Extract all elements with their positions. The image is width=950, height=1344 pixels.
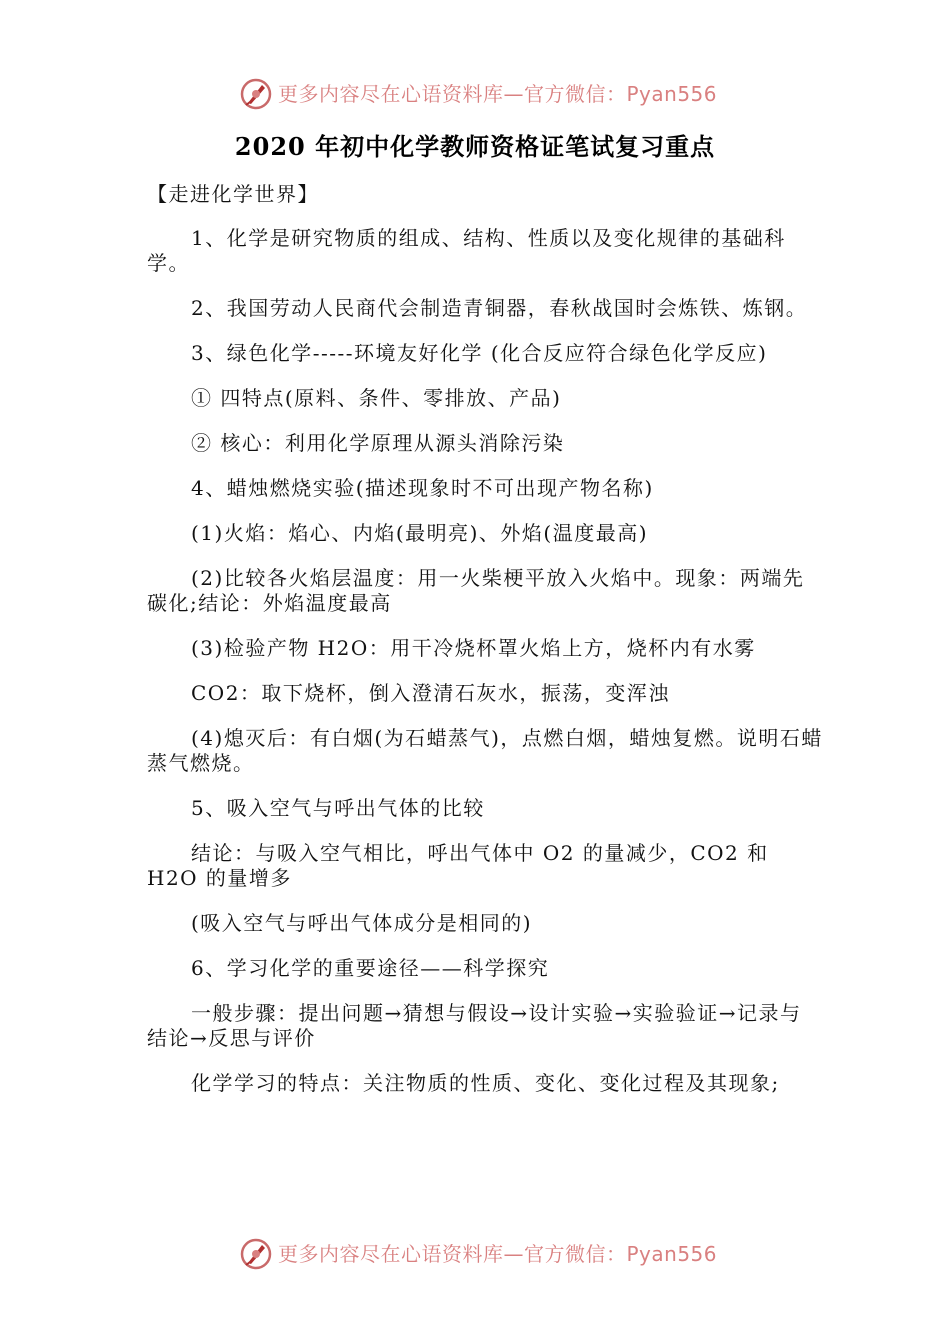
paragraph: (2)比较各火焰层温度：用一火柴梗平放入火焰中。现象：两端先碳化;结论：外焰温度最高 xyxy=(147,566,805,615)
banner-text: 更多内容尽在心语资料库—官方微信：Pyan556 xyxy=(278,1242,718,1266)
footer-watermark-banner xyxy=(0,1234,950,1274)
paragraph: 一般步骤：提出问题→猜想与假设→设计实验→实验验证→记录与结论→反思与评价 xyxy=(147,1001,802,1050)
paragraph: (吸入空气与呼出气体成分是相同的) xyxy=(191,911,533,935)
paragraph: (4)熄灭后：有白烟(为石蜡蒸气)，点燃白烟，蜡烛复燃。说明石蜡蒸气燃烧。 xyxy=(147,726,823,775)
paragraph: ② 核心：利用化学原理从源头消除污染 xyxy=(191,431,565,455)
quill-pen-logo-icon xyxy=(238,76,274,112)
paragraph: 结论：与吸入空气相比，呼出气体中 O2 的量减少，CO2 和 H2O 的量增多 xyxy=(147,841,769,890)
paragraph: 5、吸入空气与呼出气体的比较 xyxy=(191,796,485,820)
document-body xyxy=(147,226,823,1096)
header-watermark-banner xyxy=(0,74,950,114)
paragraph: (1)火焰：焰心、内焰(最明亮)、外焰(温度最高) xyxy=(191,521,649,545)
document-title: 2020 年初中化学教师资格证笔试复习重点 xyxy=(234,132,716,161)
section-heading: 【走进化学世界】 xyxy=(147,182,319,206)
paragraph: 化学学习的特点：关注物质的性质、变化、变化过程及其现象; xyxy=(191,1071,780,1095)
paragraph: 1、化学是研究物质的组成、结构、性质以及变化规律的基础科学。 xyxy=(147,226,786,275)
paragraph: 6、学习化学的重要途径——科学探究 xyxy=(191,956,550,980)
quill-pen-logo-icon xyxy=(238,1236,274,1272)
paragraph: 3、绿色化学-----环境友好化学 (化合反应符合绿色化学反应) xyxy=(191,341,768,365)
paragraph: 4、蜡烛燃烧实验(描述现象时不可出现产物名称) xyxy=(191,476,654,500)
banner-text: 更多内容尽在心语资料库—官方微信：Pyan556 xyxy=(278,82,718,106)
paragraph: ① 四特点(原料、条件、零排放、产品) xyxy=(191,386,562,410)
paragraph: CO2：取下烧杯，倒入澄清石灰水，振荡，变浑浊 xyxy=(191,681,670,705)
paragraph: (3)检验产物 H2O：用干冷烧杯罩火焰上方，烧杯内有水雾 xyxy=(191,636,756,660)
paragraph: 2、我国劳动人民商代会制造青铜器，春秋战国时会炼铁、炼钢。 xyxy=(191,296,808,320)
